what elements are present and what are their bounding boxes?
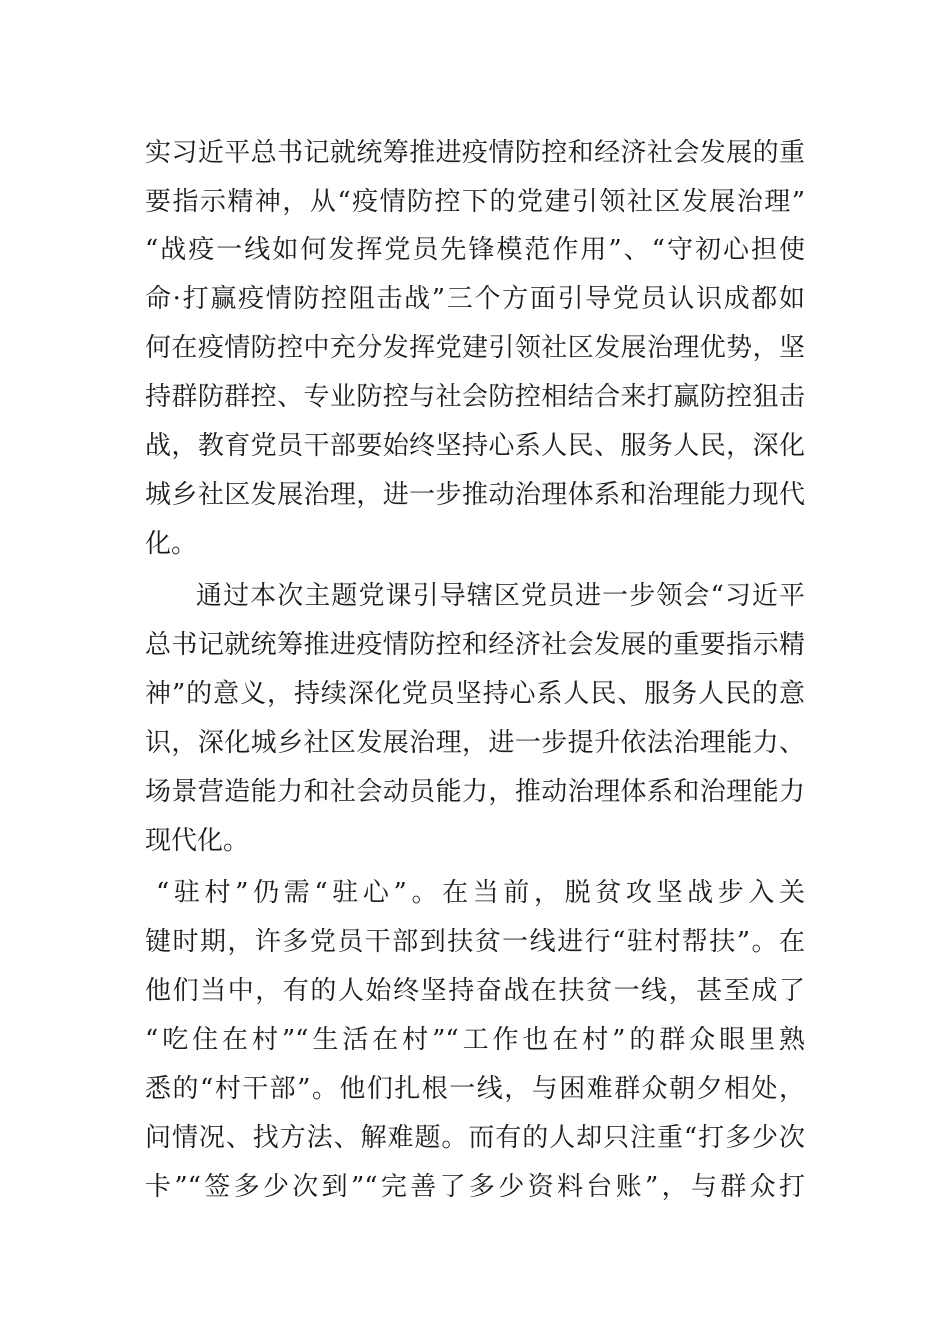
text-line: 卡”“签多少次到”“完善了多少资料台账”，与群众打 xyxy=(145,1172,805,1202)
text-line: 城乡社区发展治理，进一步推动治理体系和治理能力现代 xyxy=(145,480,805,510)
text-line: “战疫一线如何发挥党员先锋模范作用”、“守初心担使 xyxy=(145,235,805,265)
paragraph-first-line: “驻村”仍需“驻心”。在当前，脱贫攻坚战步入关 xyxy=(156,878,805,908)
text-line: 神”的意义，持续深化党员坚持心系人民、服务人民的意 xyxy=(145,679,805,709)
text-line: 悉的“村干部”。他们扎根一线，与困难群众朝夕相处， xyxy=(145,1074,805,1104)
text-line: 要指示精神，从“疫情防控下的党建引领社区发展治理” xyxy=(145,187,805,217)
text-line: 现代化。 xyxy=(145,826,250,856)
text-line: “吃住在村”“生活在村”“工作也在村”的群众眼里熟 xyxy=(145,1025,805,1055)
text-line: 化。 xyxy=(145,529,198,559)
text-line: 总书记就统筹推进疫情防控和经济社会发展的重要指示精 xyxy=(145,630,805,660)
text-line: 何在疫情防控中充分发挥党建引领社区发展治理优势，坚 xyxy=(145,333,805,363)
text-line: 识，深化城乡社区发展治理，进一步提升依法治理能力、 xyxy=(145,728,805,758)
text-line: 问情况、找方法、解难题。而有的人却只注重“打多少次 xyxy=(145,1123,805,1153)
text-line: 场景营造能力和社会动员能力，推动治理体系和治理能力 xyxy=(145,777,805,807)
text-line: 命·打赢疫情防控阻击战”三个方面引导党员认识成都如 xyxy=(145,284,805,314)
text-line: 持群防群控、专业防控与社会防控相结合来打赢防控狙击 xyxy=(145,382,805,412)
text-line: 实习近平总书记就统筹推进疫情防控和经济社会发展的重 xyxy=(145,138,805,168)
text-line: 他们当中，有的人始终坚持奋战在扶贫一线，甚至成了 xyxy=(145,976,805,1006)
text-line: 键时期，许多党员干部到扶贫一线进行“驻村帮扶”。在 xyxy=(145,927,805,957)
text-line: 战，教育党员干部要始终坚持心系人民、服务人民，深化 xyxy=(145,431,805,461)
paragraph-first-line: 通过本次主题党课引导辖区党员进一步领会“习近平 xyxy=(196,581,805,611)
